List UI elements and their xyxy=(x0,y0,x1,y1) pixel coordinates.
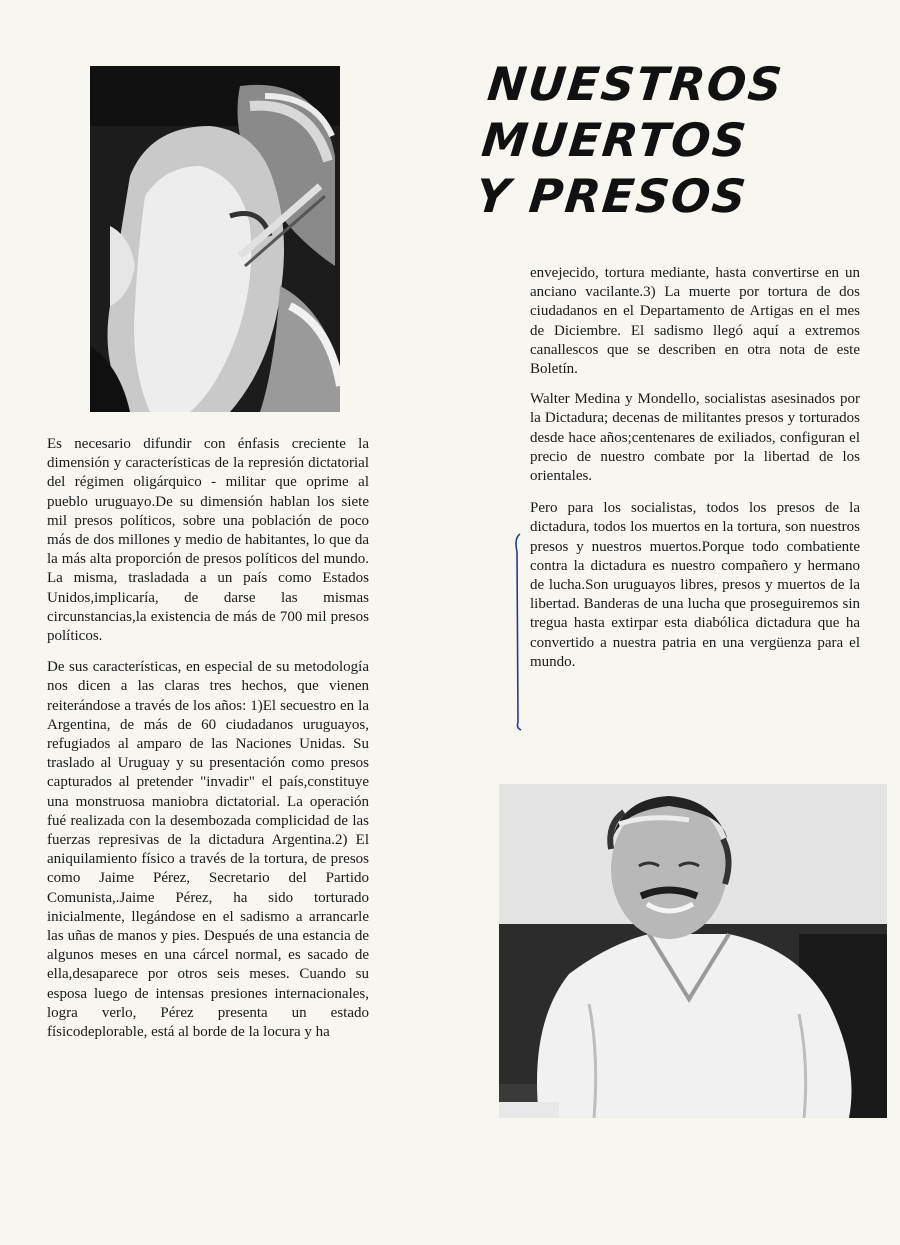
right-paragraph-2: Walter Medina y Mondello, socialistas asesinados por la Dictadura; decenas de militantes presos y torturados desde hace años;centenares de exiliados, configuran el precio de nuestro combate por la libertad de los orientales. xyxy=(530,391,860,485)
right-paragraph-3: Pero para los socialistas, todos los presos de la dictadura, todos los muertos en la tortura, son nuestros presos y nuestros muertos.Porque todo combatiente contra la dictadura es nuestro compañero y hermano de lucha.Son uruguayos libres, presos y muertos de la libertad. Banderas de una lucha que proseguiremos sin tregua hasta extirpar esta diabólica dictadura que ha convertido a nuestra patria en una vergüenza para el mundo. xyxy=(530,500,860,670)
portrait-photo-top-image xyxy=(90,66,340,412)
headline xyxy=(473,56,871,224)
headline-line-2: MUERTOS xyxy=(479,113,751,167)
right-paragraph-1: envejecido, tortura mediante, hasta convertirse en un anciano vacilante.3) La muerte por tortura de dos ciudadanos en el Departamento de Artigas en el mes de Diciembre. El sadismo llegó aquí a extremos canallescos que se describen en otra nota de este Boletín. xyxy=(530,265,860,378)
headline-line-3: Y PRESOS xyxy=(473,169,751,223)
left-paragraph-2: De sus características, en especial de su metodología nos dicen a las claras tres hechos, que vienen reiterándose a través de los años: 1)El secuestro en la Argentina, de más de 60 ciudadanos uruguayos, refugiados al amparo de las Naciones Unidas. Su traslado al Uruguay y su presentación como presos capturados al pretender "invadir" el país,constituye una monstruosa maniobra dictatorial. La operación fué realizada con la desembozada complicidad de las fuerzas represivas de la dictadura Argentina.2) El aniquilamiento físico a través de la tortura, de presos como Jaime Pérez, Secretario del Partido Comunista,.Jaime Pérez, ha sido torturado inicialmente, llegándose en el sadismo a arrancarle las uñas de manos y pies. Después de una estancia de algunos meses en una cárcel normal, es sacado de ella,desaparece por otros seis meses. Cuando su esposa luego de intensas presiones internacionales, logra verlo, Pérez presenta un estado físicodeplorable, está al borde de la locura y ha xyxy=(47,659,369,1041)
left-paragraph-1: Es necesario difundir con énfasis creciente la dimensión y características de la represión dictatorial del régimen oligárquico - militar que oprime al pueblo uruguayo.De su dimensión hablan los siete mil presos políticos, sobre una población de poco más de dos millones y medio de habitantes, lo que da la más alta proporción de presos políticos del mundo. La misma, trasladada a un país como Estados Unidos,implicaría, de darse las mismas circunstancias,la existencia de más de 700 mil presos políticos. xyxy=(47,436,369,645)
portrait-photo-bottom xyxy=(499,784,887,1118)
pen-margin-mark xyxy=(512,532,524,732)
portrait-photo-bottom-image xyxy=(499,784,887,1118)
left-column xyxy=(47,435,369,1042)
right-column xyxy=(530,264,860,672)
portrait-photo-top xyxy=(90,66,340,412)
headline-line-1: NUESTROS xyxy=(485,57,787,111)
